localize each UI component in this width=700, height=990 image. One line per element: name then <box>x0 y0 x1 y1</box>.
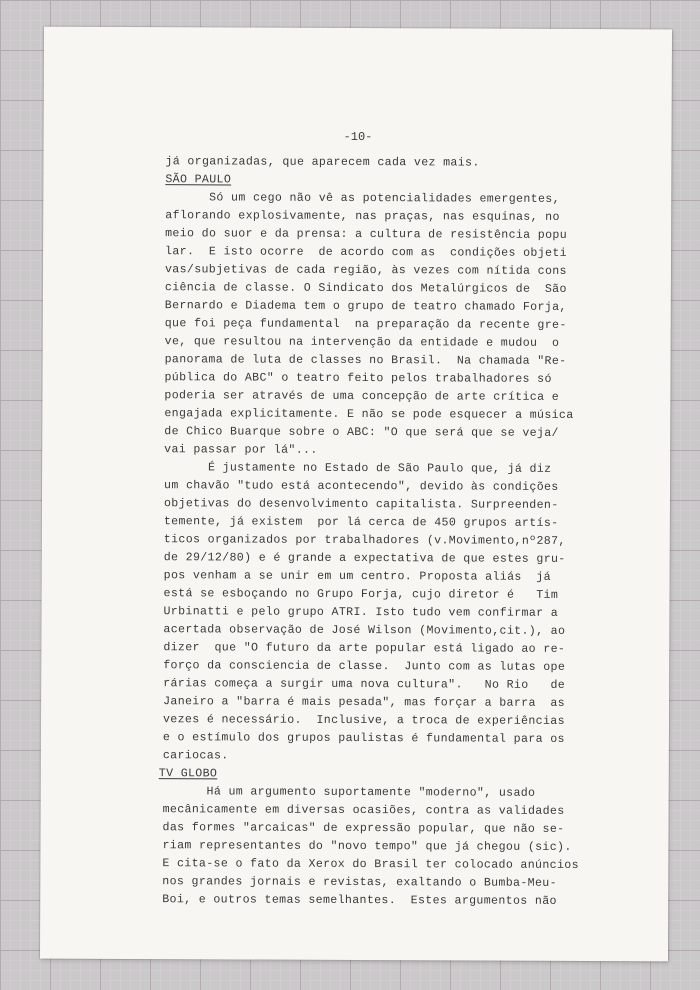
page-number: -10- <box>343 129 373 145</box>
text-line: Só um cego não vê as potencialidades emergentes, <box>165 191 560 206</box>
text-line: mecânicamente em diversas ocasiões, contra as validades <box>162 803 565 818</box>
text-line: Boi, e outros temas semelhantes. Estes argumentos não <box>162 893 557 908</box>
typed-text-block <box>158 27 616 908</box>
text-line: Há um argumento suportamente "moderno", usado <box>162 785 536 800</box>
text-line: cariocas. <box>162 749 229 763</box>
typed-page <box>40 27 672 962</box>
text-line: nos grandes jornais e revistas, exaltando o Bumba-Meu- <box>162 875 557 890</box>
text-line: temente, já existem por lá cerca de 450 grupos artís- <box>163 515 559 530</box>
text-line: acertada observação de José Wilson (Movimento,cit.), ao <box>163 623 566 638</box>
text-line: de Chico Buarque sobre o ABC: "O que será que se veja/ <box>164 425 559 440</box>
text-line: Bernardo e Diadema tem o grupo de teatro chamado Forja, <box>164 299 567 314</box>
text-line: poderia ser através de uma concepção de arte crítica e <box>164 389 560 404</box>
text-line: E cita-se o fato da Xerox do Brasil ter colocado anúncios <box>162 857 579 872</box>
text-line: vai passar por lá"... <box>164 443 318 457</box>
text-line: dizer que "O futuro da arte popular está ligado ao re- <box>163 641 566 656</box>
text-line: lar. E isto ocorre de acordo com as condições objeti <box>165 245 567 260</box>
section-heading-sao-paulo: SÃO PAULO <box>165 173 232 187</box>
text-line: vas/subjetivas de cada região, às vezes com nítida cons <box>164 263 567 278</box>
section-heading-tv-globo: TV GLOBO <box>158 767 218 781</box>
text-line: meio do suor e da prensa: a cultura de resistência popu <box>165 227 568 242</box>
text-line: já organizadas, que aparecem cada vez mais. <box>165 155 480 170</box>
text-line: das formes "arcaicas" de expressão popular, que não se- <box>162 821 565 836</box>
text-line: rárias começa a surgir uma nova cultura". No Rio de <box>163 677 566 692</box>
text-line: que foi peça fundamental na preparação da recente gre- <box>164 317 567 332</box>
text-line: Janeiro a "barra é mais pesada", mas forçar a barra as <box>163 695 566 710</box>
text-line: vezes é necessário. Inclusive, a troca de experiências <box>162 713 565 728</box>
text-line: ciência de classe. O Sindicato dos Metalúrgicos de São <box>164 281 567 296</box>
text-line: pública do ABC" o teatro feito pelos trabalhadores só <box>164 371 552 386</box>
text-line: ve, que resultou na intervenção da entidade e mudou o <box>164 335 560 350</box>
text-line: Urbinatti e pelo grupo ATRI. Isto tudo vem confirmar a <box>163 605 559 620</box>
text-line: aflorando explosivamente, nas praças, nas esquinas, no <box>165 209 560 224</box>
text-line: pos venham a se unir em um centro. Proposta aliás já <box>163 569 551 584</box>
text-line: panorama de luta de classes no Brasil. Na chamada "Re- <box>164 353 567 368</box>
text-line: forço da consciencia de classe. Junto com as lutas ope <box>163 659 566 674</box>
text-line: um chavão "tudo está acontecendo", devido às condições <box>164 479 559 494</box>
text-line: objetivas do desenvolvimento capitalista. Surpreenden- <box>163 497 559 512</box>
text-line: engajada explicitamente. E não se pode esquecer a música <box>164 407 574 422</box>
text-line: ticos organizados por trabalhadores (v.Movimento,nº287, <box>163 533 566 548</box>
text-line: e o estímulo dos grupos paulistas é fundamental para os <box>162 731 565 746</box>
text-line: de 29/12/80) e é grande a expectativa de que estes gru- <box>163 551 566 566</box>
text-line: riam representantes do "novo tempo" que já chegou (sic). <box>162 839 572 854</box>
text-line: É justamente no Estado de São Paulo que, já diz <box>164 461 552 476</box>
text-line: está se esboçando no Grupo Forja, cujo diretor é Tim <box>163 587 559 602</box>
